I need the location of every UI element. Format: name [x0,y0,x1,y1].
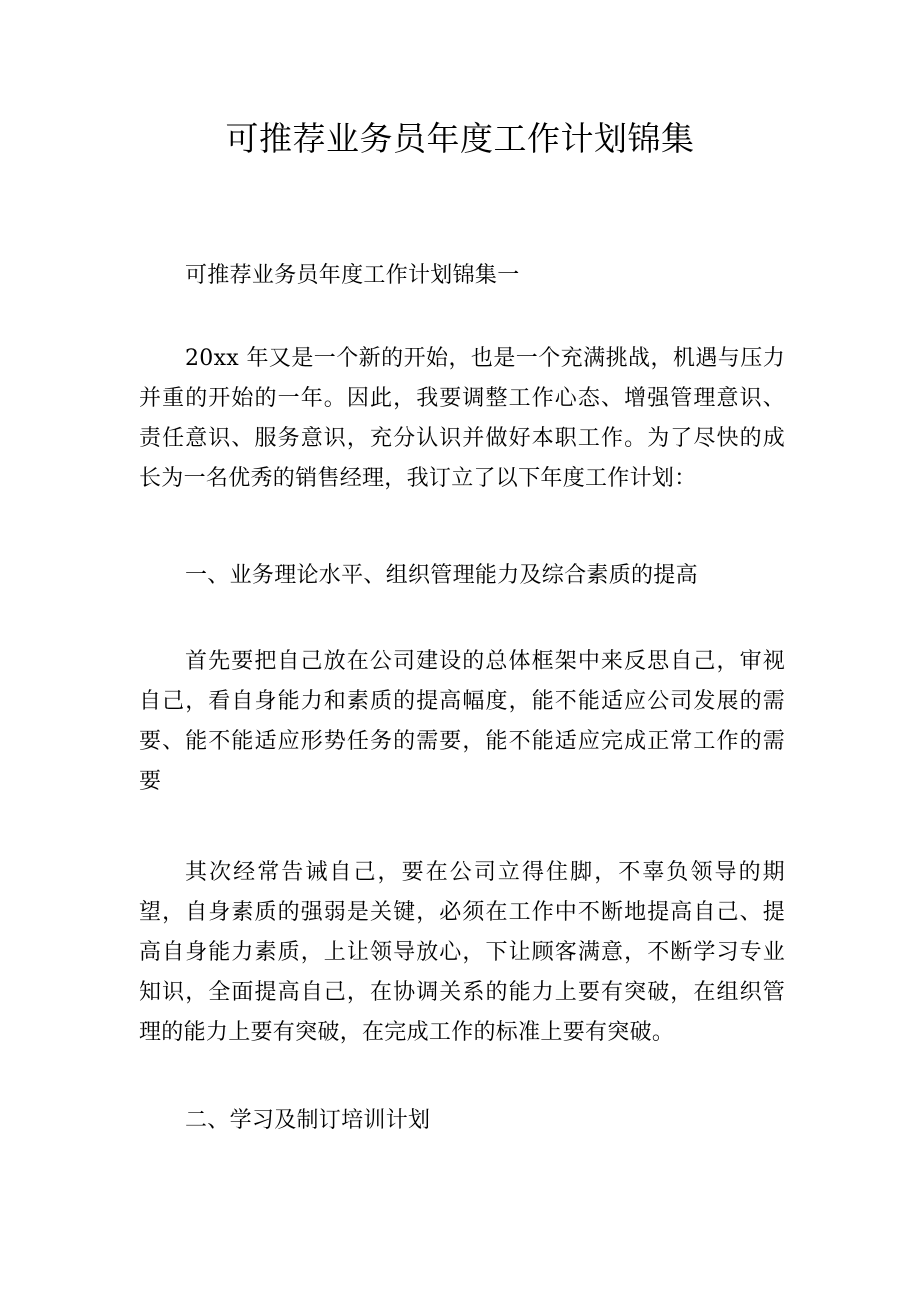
section-heading-1: 一、业务理论水平、组织管理能力及综合素质的提高 [185,563,698,588]
body-paragraph-2: 其次经常告诫自己，要在公司立得住脚，不辜负领导的期望，自身素质的强弱是关键，必须在工作中不断地提高自己、提高自身能力素质，上让领导放心，下让顾客满意，不断学习专业知识，全面提高自己，在协调关系的能力上要有突破，在组织管理的能力上要有突破，在完成工作的标准上要有突破。 [139,860,785,1045]
section-subtitle: 可推荐业务员年度工作计划锦集一 [185,263,520,288]
body-paragraph-1: 首先要把自己放在公司建设的总体框架中来反思自己，审视自己，看自身能力和素质的提高幅度，能不能适应公司发展的需要、能不能适应形势任务的需要，能不能适应完成正常工作的需要 [139,649,785,794]
section-heading-2: 二、学习及制订培训计划 [185,1108,431,1133]
intro-paragraph: 20xx 年又是一个新的开始，也是一个充满挑战，机遇与压力并重的开始的一年。因此，我要调整工作心态、增强管理意识、责任意识、服务意识，充分认识并做好本职工作。为了尽快的成长为一名优秀的销售经理，我订立了以下年度工作计划： [139,346,785,491]
document-title: 可推荐业务员年度工作计划锦集 [225,119,695,158]
